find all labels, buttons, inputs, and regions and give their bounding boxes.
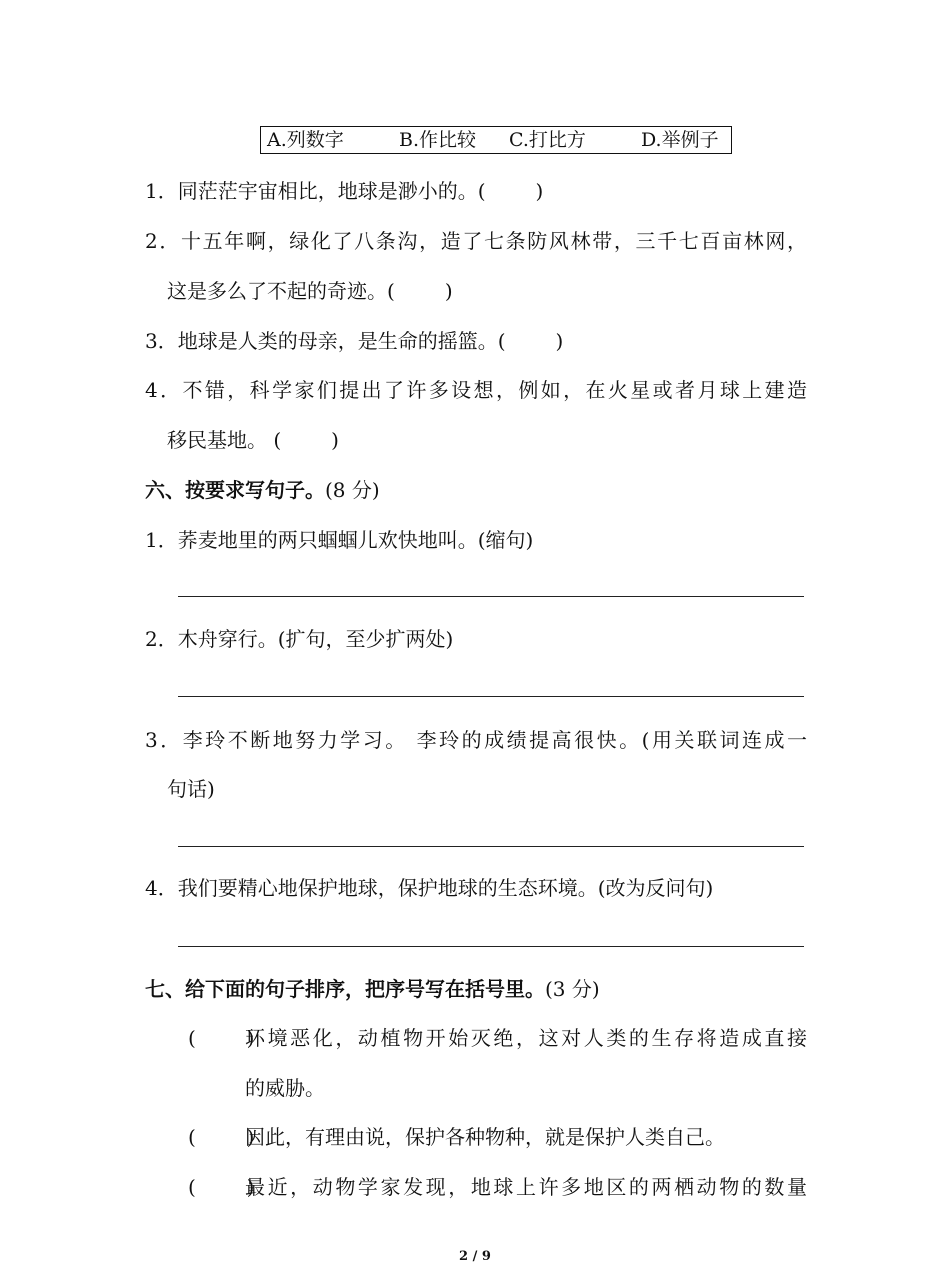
item-number: 4． [145,876,178,900]
page-number: 2 / 9 [459,1249,491,1264]
s7-item-3 [245,1174,807,1200]
item-number: 1． [145,528,178,552]
item-text-cont: 这是多么了不起的奇迹。( [167,279,395,303]
answer-line-2[interactable] [178,696,804,697]
item-text: 地球是人类的母亲，是生命的摇篮。( [177,329,506,353]
s5-item-1 [145,178,543,204]
item-number: 1． [145,179,178,203]
item-text-cont: 句话) [167,777,215,801]
item-text: 李玲不断地努力学习。 李玲的成绩提高很快。 [182,728,642,752]
item-text: 环境恶化，动植物开始灭绝，这对人类的生存将造成直接 [245,1026,807,1050]
item-paren-close: ) [331,428,339,452]
item-text: 十五年啊，绿化了八条沟，造了七条防风林带，三千七百亩林网， [181,229,807,253]
item-text: 木舟穿行。 [177,627,278,651]
item-paren-close: ) [535,179,544,203]
item-text: 同茫茫宇宙相比，地球是渺小的。( [177,179,486,203]
option-d: D.举例子 [641,129,719,151]
options-box [260,126,732,154]
s7-item-1 [245,1025,807,1051]
option-a: A.列数字 [267,129,344,151]
section-6-heading [145,477,380,503]
s5-item-3 [145,328,563,354]
section-title: 七、给下面的句子排序，把序号写在括号里。 [145,977,545,1001]
item-number: 2． [145,229,182,253]
option-c: C.打比方 [509,129,586,151]
s7-item-1-cont [245,1075,325,1101]
item-note: (用关联词连成一 [641,728,807,752]
s6-item-4 [145,875,713,901]
item-number: 4． [145,378,183,402]
answer-line-3[interactable] [178,846,804,847]
item-note: (扩句，至少扩两处) [277,627,454,651]
s5-item-4 [145,377,807,403]
section-title: 六、按要求写句子。 [145,478,325,502]
s6-item-3 [145,727,807,753]
s6-item-2 [145,626,453,652]
answer-line-4[interactable] [178,946,804,947]
answer-line-1[interactable] [178,596,804,597]
item-text: 因此，有理由说，保护各种物种，就是保护人类自己。 [245,1125,725,1149]
item-number: 3． [145,728,183,752]
option-b: B.作比较 [399,129,477,151]
s5-item-2-cont [167,278,453,304]
item-number: 3． [145,329,178,353]
s7-item-2 [245,1124,725,1150]
order-paren-1[interactable]: ( ) [188,1026,255,1050]
s6-item-1 [145,527,533,553]
s5-item-2 [145,228,807,254]
item-text-cont: 移民基地。 ( [167,428,282,452]
item-number: 2． [145,627,178,651]
item-text: 荞麦地里的两只蝈蝈儿欢快地叫。 [177,528,478,552]
section-score: (3 分) [545,977,600,1001]
section-score: (8 分) [325,478,380,502]
item-paren-close: ) [444,279,453,303]
item-paren-close: ) [555,329,564,353]
section-7-heading [145,976,600,1002]
order-paren-3[interactable]: ( ) [188,1175,255,1199]
order-paren-2[interactable]: ( ) [188,1125,255,1149]
s5-item-4-cont [167,427,339,453]
s6-item-3-cont [167,776,215,802]
item-text: 最近，动物学家发现，地球上许多地区的两栖动物的数量 [245,1175,807,1199]
item-text-cont: 的威胁。 [245,1076,325,1100]
item-note: (改为反问句) [597,876,714,900]
item-note: (缩句) [477,528,534,552]
item-text: 不错，科学家们提出了许多设想，例如，在火星或者月球上建造 [182,378,808,402]
item-text: 我们要精心地保护地球，保护地球的生态环境。 [177,876,598,900]
